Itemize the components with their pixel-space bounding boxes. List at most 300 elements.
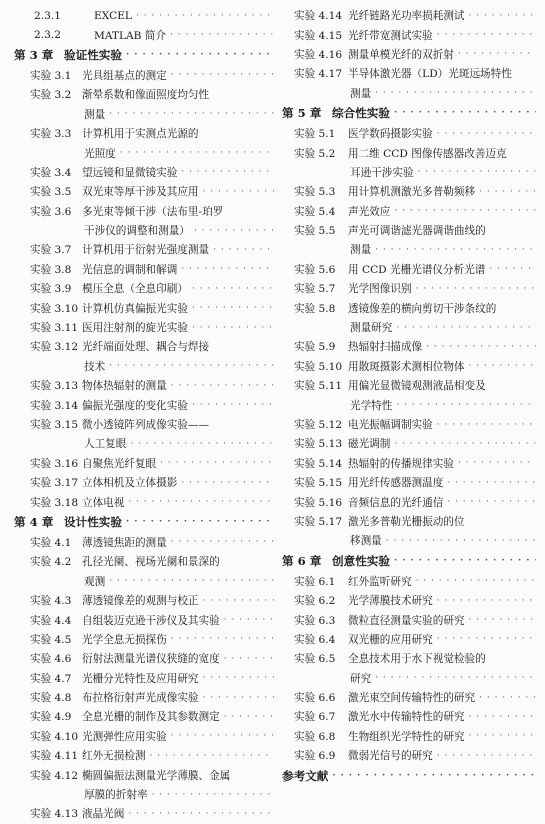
entry-number: 实验 4.6 xyxy=(30,653,72,666)
toc-entry xyxy=(282,512,538,531)
toc-chapter-entry xyxy=(14,512,276,533)
toc-entry xyxy=(282,143,538,162)
toc-entry xyxy=(282,395,538,414)
entry-title: 微小透镜阵列成像实验—— xyxy=(82,419,210,431)
toc-entry xyxy=(14,688,276,707)
entry-number: 实验 3.16 xyxy=(30,457,79,470)
entry-number: 实验 3.18 xyxy=(30,496,79,509)
toc-entry xyxy=(14,85,276,104)
toc-entry xyxy=(282,202,538,221)
toc-entry xyxy=(282,298,538,317)
dot-leader xyxy=(437,420,536,430)
toc-entry xyxy=(14,434,276,453)
dot-leader xyxy=(109,109,274,119)
toc-entry xyxy=(14,533,276,552)
dot-leader xyxy=(171,537,274,547)
entry-title: 设计性实验 xyxy=(64,515,122,530)
dot-leader xyxy=(213,245,274,255)
dot-leader xyxy=(418,167,536,177)
entry-title: 红外监听研究 xyxy=(348,575,412,588)
toc-column-left xyxy=(14,6,276,824)
entry-title: 光学全息无损探伤 xyxy=(82,633,167,646)
dot-leader xyxy=(192,303,274,313)
entry-number: 实验 5.8 xyxy=(294,302,336,315)
entry-title: 光照度 xyxy=(84,147,116,160)
entry-number: 实验 6.6 xyxy=(294,692,336,705)
toc-entry xyxy=(282,337,538,356)
dot-leader xyxy=(224,712,274,722)
entry-title: 光栅分光特性及应用研究 xyxy=(82,672,199,685)
entry-number: 实验 5.11 xyxy=(294,380,343,393)
dot-leader xyxy=(469,615,536,625)
entry-title: 自聚焦光纤复眼 xyxy=(82,457,157,470)
dot-leader xyxy=(171,70,274,80)
dot-leader xyxy=(479,187,536,197)
toc-entry xyxy=(282,746,538,765)
dot-leader xyxy=(192,400,274,410)
entry-number: 实验 4.9 xyxy=(30,711,72,724)
entry-number: 实验 3.7 xyxy=(30,244,72,257)
dot-leader xyxy=(375,673,536,683)
dot-leader xyxy=(375,245,536,255)
toc-entry xyxy=(282,707,538,726)
toc-entry xyxy=(14,105,276,124)
entry-number: 实验 5.17 xyxy=(294,515,343,528)
entry-number: 实验 3.14 xyxy=(30,399,79,412)
dot-leader xyxy=(126,50,274,60)
dot-leader xyxy=(437,596,536,606)
toc-entry xyxy=(14,630,276,649)
dot-leader xyxy=(469,712,536,722)
entry-number: 实验 4.12 xyxy=(30,769,79,782)
toc-entry xyxy=(14,6,276,25)
toc-entry xyxy=(14,746,276,765)
toc-entry xyxy=(14,492,276,511)
entry-title: 音频信息的光纤通信 xyxy=(348,496,444,509)
entry-title: 移测量 xyxy=(350,535,382,548)
dot-leader xyxy=(192,323,274,333)
dot-leader xyxy=(332,771,536,781)
dot-leader xyxy=(224,615,274,625)
entry-title: 医用注射剂的旋光实验 xyxy=(82,322,188,335)
toc-entry xyxy=(282,124,538,143)
entry-number: 实验 3.15 xyxy=(30,419,79,431)
toc-entry xyxy=(14,202,276,221)
toc-entry xyxy=(282,434,538,453)
dot-leader xyxy=(416,576,536,586)
entry-title: 光纤端面处理、耦合与焊接 xyxy=(82,341,210,354)
dot-leader xyxy=(396,323,536,333)
entry-title: 计算机用于实测点光源的 xyxy=(82,128,199,141)
entry-title: 声光效应 xyxy=(348,205,391,218)
dot-leader xyxy=(194,226,274,236)
toc-entry xyxy=(282,357,538,376)
toc-entry xyxy=(14,610,276,629)
dot-leader xyxy=(394,439,536,449)
toc-entry xyxy=(282,279,538,298)
toc-entry xyxy=(282,531,538,550)
dot-leader xyxy=(203,673,274,683)
toc-entry xyxy=(282,318,538,337)
entry-number: 实验 5.16 xyxy=(294,496,343,509)
entry-number: 实验 6.4 xyxy=(294,633,336,646)
entry-title: 微粒直径测量实验的研究 xyxy=(348,614,465,627)
toc-entry xyxy=(282,64,538,83)
entry-number: 实验 5.13 xyxy=(294,438,343,451)
dot-leader xyxy=(128,497,274,507)
dot-leader xyxy=(126,517,274,527)
entry-title: 用散斑摄影术测相位物体 xyxy=(348,360,465,373)
toc-entry xyxy=(14,260,276,279)
dot-leader xyxy=(426,342,536,352)
toc-entry xyxy=(282,688,538,707)
entry-title: 多光束等倾干涉（法布里-珀罗 xyxy=(82,205,224,218)
entry-number: 实验 4.8 xyxy=(30,692,72,705)
toc-entry xyxy=(282,492,538,511)
entry-number: 实验 5.12 xyxy=(294,419,343,431)
toc-entry xyxy=(282,473,538,492)
dot-leader xyxy=(130,439,274,449)
entry-number: 实验 6.8 xyxy=(294,730,336,743)
dot-leader xyxy=(437,751,536,761)
toc-entry xyxy=(14,473,276,492)
entry-number: 第 3 章 xyxy=(14,48,54,63)
entry-title: 微弱光信号的研究 xyxy=(348,750,433,763)
entry-title: 薄透镜焦距的测量 xyxy=(82,536,167,549)
entry-title: 干涉仪的调整和测量） xyxy=(84,225,190,238)
dot-leader xyxy=(447,497,536,507)
toc-entry xyxy=(14,279,276,298)
entry-title: 布拉格衍射声光成像实验 xyxy=(82,692,199,705)
dot-leader xyxy=(469,361,536,371)
entry-number: 实验 3.1 xyxy=(30,69,72,82)
entry-number: 实验 3.12 xyxy=(30,341,79,354)
toc-chapter-entry xyxy=(14,45,276,66)
entry-title: 衍射法测量光谱仪狭缝的宽度 xyxy=(82,653,220,666)
dot-leader xyxy=(469,731,536,741)
entry-number: 实验 5.14 xyxy=(294,457,343,470)
dot-leader xyxy=(416,284,536,294)
entry-title: 耳逊干涉实验 xyxy=(350,166,414,179)
toc-entry xyxy=(14,163,276,182)
entry-number: 实验 5.6 xyxy=(294,263,336,276)
entry-number: 第 6 章 xyxy=(282,554,322,569)
entry-title: 声光可调谐滤光器调谐曲线的 xyxy=(348,225,486,238)
entry-title: 用光纤传感器测温度 xyxy=(348,477,444,490)
entry-title: 立体电视 xyxy=(82,496,125,509)
entry-number: 实验 4.10 xyxy=(30,730,79,743)
entry-title: 红外无损检测 xyxy=(82,750,146,763)
entry-title: 透镜像差的横向剪切干涉条纹的 xyxy=(348,302,497,315)
toc-column-right xyxy=(282,6,538,786)
dot-leader xyxy=(203,596,274,606)
toc-entry xyxy=(14,415,276,434)
entry-number: 实验 4.13 xyxy=(30,808,79,821)
toc-entry xyxy=(282,240,538,259)
entry-title: 验证性实验 xyxy=(64,48,122,63)
dot-leader xyxy=(394,556,536,566)
entry-title: 技术 xyxy=(84,360,106,373)
entry-title: 双光栅的应用研究 xyxy=(348,633,433,646)
toc-entry xyxy=(14,337,276,356)
dot-leader xyxy=(469,11,536,21)
dot-leader xyxy=(109,576,274,586)
entry-title: 磁光调制 xyxy=(348,438,391,451)
dot-leader xyxy=(171,381,274,391)
entry-number: 第 5 章 xyxy=(282,106,322,121)
entry-title: 测量 xyxy=(84,108,106,121)
entry-title: 综合性实验 xyxy=(332,106,390,121)
toc-entry xyxy=(282,45,538,64)
entry-title: 偏振光强度的变化实验 xyxy=(82,399,188,412)
toc-chapter-entry xyxy=(282,103,538,124)
toc-entry xyxy=(282,649,538,668)
entry-title: 光信息的调制和解调 xyxy=(82,263,178,276)
toc-entry xyxy=(14,182,276,201)
entry-number: 实验 5.1 xyxy=(294,128,336,141)
toc-entry xyxy=(282,221,538,240)
entry-number: 实验 6.2 xyxy=(294,595,336,608)
toc-entry xyxy=(282,260,538,279)
entry-title: 光纤链路光功率损耗测试 xyxy=(348,10,465,23)
toc-references-entry xyxy=(282,765,538,786)
dot-leader xyxy=(192,284,274,294)
toc-entry xyxy=(14,804,276,823)
toc-entry xyxy=(282,572,538,591)
entry-title: MATLAB 简介 xyxy=(94,29,167,42)
entry-title: EXCEL xyxy=(94,9,132,22)
toc-entry xyxy=(14,572,276,591)
entry-title: 椭圆偏振法测量光学薄膜、金属 xyxy=(82,769,231,782)
toc-entry xyxy=(14,669,276,688)
entry-title: 光纤带宽测试实验 xyxy=(348,29,433,42)
entry-number: 2.3.1 xyxy=(34,9,61,22)
toc-entry xyxy=(282,454,538,473)
entry-number: 实验 5.9 xyxy=(294,341,336,354)
dot-leader xyxy=(181,167,274,177)
toc-entry xyxy=(282,415,538,434)
entry-title: 孔径光阑、视场光阑和景深的 xyxy=(82,556,220,569)
entry-number: 实验 3.6 xyxy=(30,205,72,218)
entry-title: 全息光栅的制作及其参数测定 xyxy=(82,711,220,724)
entry-number: 实验 3.4 xyxy=(30,166,72,179)
entry-number: 实验 6.7 xyxy=(294,711,336,724)
toc-entry xyxy=(14,25,276,44)
entry-number: 实验 4.11 xyxy=(30,750,79,763)
entry-title: 光学薄膜技术研究 xyxy=(348,595,433,608)
dot-leader xyxy=(458,458,536,468)
entry-number: 实验 6.9 xyxy=(294,750,336,763)
toc-entry xyxy=(14,785,276,804)
entry-title: 光测弹性应用实验 xyxy=(82,730,167,743)
entry-title: 用偏光显微镜观测液晶相变及 xyxy=(348,380,486,393)
entry-title: 测量 xyxy=(350,87,372,100)
toc-entry xyxy=(14,649,276,668)
toc-chapter-entry xyxy=(282,551,538,572)
dot-leader xyxy=(109,361,274,371)
entry-title: 计算机用于衍射光强度测量 xyxy=(82,244,210,257)
entry-title: 光学特性 xyxy=(350,399,393,412)
entry-number: 实验 5.10 xyxy=(294,360,343,373)
toc-entry xyxy=(282,84,538,103)
dot-leader xyxy=(437,30,536,40)
entry-title: 人工复眼 xyxy=(84,438,127,451)
toc-entry xyxy=(282,25,538,44)
entry-number: 实验 3.5 xyxy=(30,186,72,199)
entry-number: 实验 3.2 xyxy=(30,89,72,102)
dot-leader xyxy=(171,731,274,741)
entry-title: 薄透镜像差的观测与校正 xyxy=(82,595,199,608)
entry-number: 实验 4.17 xyxy=(294,68,343,81)
entry-title: 电光振幅调制实验 xyxy=(348,419,433,431)
entry-number: 实验 6.1 xyxy=(294,575,336,588)
dot-leader xyxy=(489,264,536,274)
entry-title: 热辐射扫描成像 xyxy=(348,341,423,354)
entry-title: 激光多普勒光栅振动的位 xyxy=(348,515,465,528)
entry-title: 医学数码摄影实验 xyxy=(348,128,433,141)
entry-title: 测量单模光纤的双折射 xyxy=(348,48,454,61)
entry-title: 创意性实验 xyxy=(332,554,390,569)
entry-number: 实验 4.4 xyxy=(30,614,72,627)
dot-leader xyxy=(224,654,274,664)
toc-entry xyxy=(282,610,538,629)
entry-title: 测量 xyxy=(350,244,372,257)
entry-title: 观测 xyxy=(84,575,106,588)
toc-entry xyxy=(282,163,538,182)
entry-number: 实验 3.13 xyxy=(30,380,79,393)
dot-leader xyxy=(170,30,274,40)
dot-leader xyxy=(394,108,536,118)
entry-title: 液晶光阀 xyxy=(82,808,125,821)
toc-entry xyxy=(282,630,538,649)
entry-number: 实验 4.16 xyxy=(294,48,343,61)
dot-leader xyxy=(150,751,274,761)
entry-title: 热辐射的传播规律实验 xyxy=(348,457,454,470)
toc-entry xyxy=(282,182,538,201)
dot-leader xyxy=(136,11,274,21)
entry-number: 实验 4.15 xyxy=(294,29,343,42)
entry-title: 半导体激光器（LD）光斑远场特性 xyxy=(348,68,512,81)
toc-entry xyxy=(14,298,276,317)
entry-number: 实验 6.3 xyxy=(294,614,336,627)
entry-number: 实验 3.11 xyxy=(30,322,79,335)
entry-number: 第 4 章 xyxy=(14,515,54,530)
dot-leader xyxy=(171,634,274,644)
toc-entry xyxy=(14,318,276,337)
dot-leader xyxy=(152,790,274,800)
toc-entry xyxy=(14,727,276,746)
toc-entry xyxy=(14,143,276,162)
entry-number: 实验 5.2 xyxy=(294,147,336,160)
entry-number: 2.3.2 xyxy=(34,29,61,42)
entry-title: 立体相机及立体摄影 xyxy=(82,477,178,490)
toc-entry xyxy=(14,357,276,376)
toc-entry xyxy=(282,591,538,610)
entry-title: 测量研究 xyxy=(350,322,393,335)
toc-entry xyxy=(282,376,538,395)
entry-number: 实验 3.9 xyxy=(30,283,72,296)
entry-number: 实验 5.15 xyxy=(294,477,343,490)
entry-number: 实验 3.3 xyxy=(30,128,72,141)
entry-number: 实验 5.3 xyxy=(294,186,336,199)
dot-leader xyxy=(160,458,274,468)
entry-title: 激光束空间传输特性的研究 xyxy=(348,692,476,705)
entry-title: 计算机仿真偏振光实验 xyxy=(82,302,188,315)
entry-title: 自组装迈克逊干涉仪及其实验 xyxy=(82,614,220,627)
toc-entry xyxy=(14,376,276,395)
toc-entry xyxy=(282,727,538,746)
entry-title: 厚膜的折射率 xyxy=(84,789,148,802)
entry-title: 模压全息（全息印刷） xyxy=(82,283,188,296)
entry-title: 物体热辐射的测量 xyxy=(82,380,167,393)
toc-entry xyxy=(14,765,276,784)
toc-entry xyxy=(14,552,276,571)
toc-entry xyxy=(14,66,276,85)
toc-entry xyxy=(14,221,276,240)
dot-leader xyxy=(458,49,536,59)
dot-leader xyxy=(120,148,274,158)
entry-title: 光具组基点的测定 xyxy=(82,69,167,82)
toc-entry xyxy=(282,6,538,25)
entry-title: 研究 xyxy=(350,672,372,685)
entry-title: 用 CCD 光栅光谱仪分析光谱 xyxy=(348,263,486,276)
toc-entry xyxy=(14,124,276,143)
dot-leader xyxy=(394,206,536,216)
dot-leader xyxy=(181,264,274,274)
dot-leader xyxy=(203,187,274,197)
dot-leader xyxy=(396,400,536,410)
entry-title: 双光束等厚干涉及其应用 xyxy=(82,186,199,199)
toc-entry xyxy=(14,240,276,259)
entry-title: 全息技术用于水下视觉检验的 xyxy=(348,653,486,666)
entry-title: 用二维 CCD 图像传感器改善迈克 xyxy=(348,147,507,160)
entry-number: 实验 4.2 xyxy=(30,556,72,569)
dot-leader xyxy=(181,478,274,488)
entry-number: 实验 3.17 xyxy=(30,477,79,490)
entry-number: 实验 4.14 xyxy=(294,10,343,23)
dot-leader xyxy=(128,809,274,819)
entry-title: 参考文献 xyxy=(282,768,329,783)
dot-leader xyxy=(437,634,536,644)
entry-number: 实验 5.4 xyxy=(294,205,336,218)
entry-number: 实验 4.3 xyxy=(30,595,72,608)
dot-leader xyxy=(447,478,536,488)
entry-title: 渐晕系数和像面照度均匀性 xyxy=(82,89,210,102)
entry-number: 实验 3.10 xyxy=(30,302,79,315)
toc-entry xyxy=(14,707,276,726)
toc-entry xyxy=(14,454,276,473)
entry-number: 实验 6.5 xyxy=(294,653,336,666)
entry-title: 生物组织光学特性的研究 xyxy=(348,730,465,743)
dot-leader xyxy=(437,129,536,139)
dot-leader xyxy=(375,88,536,98)
toc-entry xyxy=(282,669,538,688)
entry-number: 实验 4.1 xyxy=(30,536,72,549)
entry-number: 实验 5.7 xyxy=(294,283,336,296)
toc-entry xyxy=(14,395,276,414)
toc-entry xyxy=(14,591,276,610)
entry-number: 实验 3.8 xyxy=(30,263,72,276)
dot-leader xyxy=(203,693,274,703)
entry-number: 实验 5.5 xyxy=(294,225,336,238)
entry-title: 用计算机测激光多普勒频移 xyxy=(348,186,476,199)
entry-number: 实验 4.5 xyxy=(30,633,72,646)
dot-leader xyxy=(479,693,536,703)
entry-number: 实验 4.7 xyxy=(30,672,72,685)
entry-title: 望远镜和显微镜实验 xyxy=(82,166,178,179)
entry-title: 光学图像识别 xyxy=(348,283,412,296)
entry-title: 激光水中传输特性的研究 xyxy=(348,711,465,724)
